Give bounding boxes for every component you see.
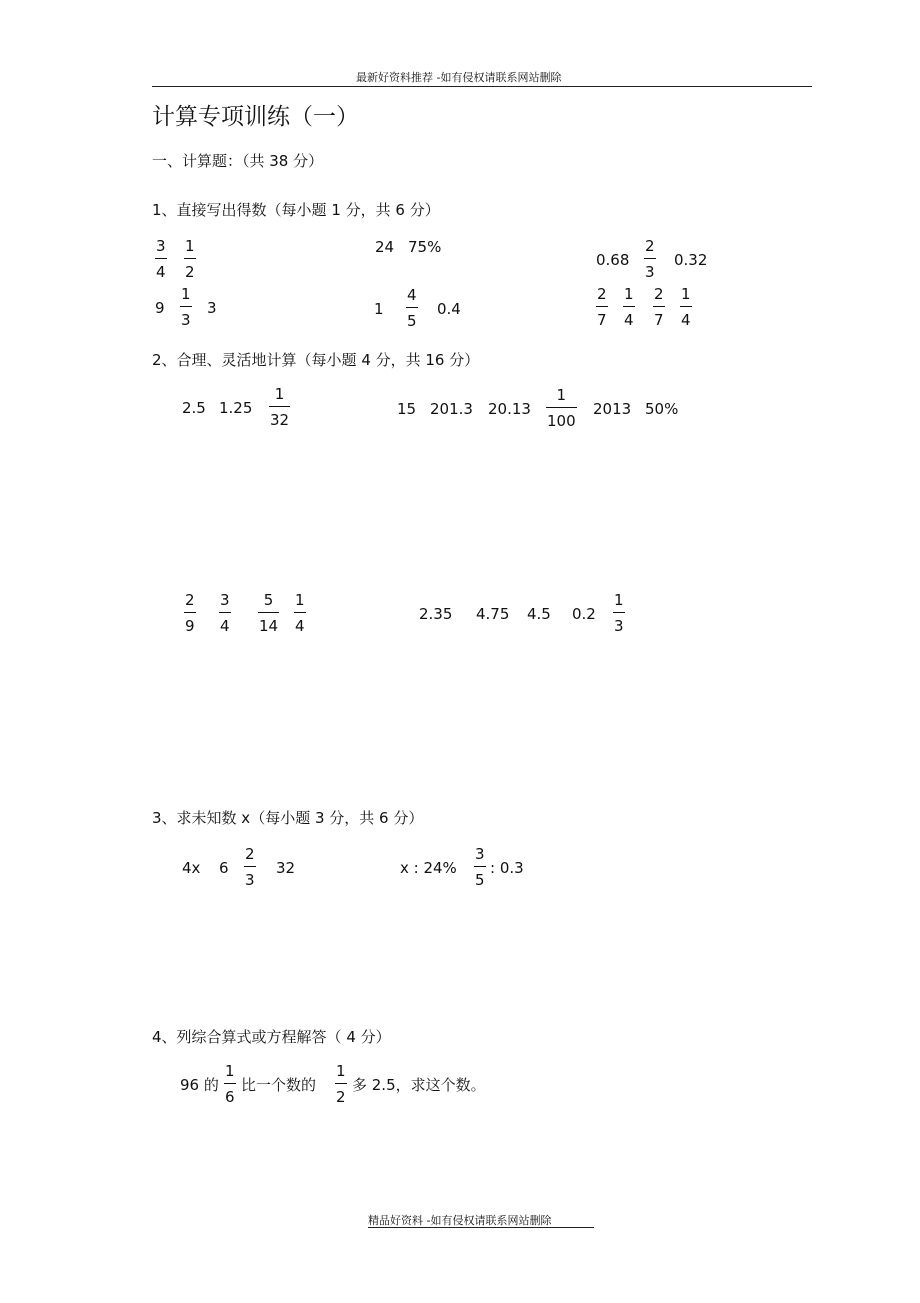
- page-title: 计算专项训练（一）: [152, 104, 359, 130]
- number: 20.13: [488, 400, 531, 418]
- number: 15: [397, 400, 417, 418]
- number: 201.3: [430, 400, 473, 418]
- fraction: 1 4: [295, 591, 305, 635]
- number: 0.4: [437, 300, 461, 318]
- page-header: 最新好资料推荐 -如有侵权请联系网站删除: [356, 71, 562, 84]
- number: 4x: [182, 859, 201, 877]
- fraction: 2 3: [645, 237, 655, 281]
- page-footer: 精品好资料 -如有侵权请联系网站删除: [368, 1214, 552, 1227]
- number: 32: [276, 859, 296, 877]
- number: 24: [375, 238, 395, 256]
- number: 1: [374, 300, 384, 318]
- problem-text: 比一个数的: [241, 1076, 317, 1094]
- fraction: 2 7: [654, 285, 664, 329]
- number: 6: [219, 859, 229, 877]
- fraction: 1 3: [181, 285, 191, 329]
- fraction: 2 9: [185, 591, 195, 635]
- number: 1.25: [219, 399, 253, 417]
- fraction: 3 4: [220, 591, 230, 635]
- number: 9: [155, 299, 165, 317]
- number: 4.75: [476, 605, 510, 623]
- problem-text: 多 2.5，求这个数。: [352, 1076, 486, 1094]
- fraction: 2 7: [597, 285, 607, 329]
- fraction: 2 3: [245, 845, 255, 889]
- fraction: 1 2: [336, 1062, 346, 1106]
- number: 2013: [593, 400, 632, 418]
- number: 0.2: [572, 605, 596, 623]
- number: 0.32: [674, 251, 708, 269]
- question-4-heading: 4、列综合算式或方程解答（ 4 分）: [152, 1028, 391, 1046]
- fraction: 5 14: [259, 591, 279, 635]
- number: 50%: [645, 400, 679, 418]
- fraction: 4 5: [407, 286, 417, 330]
- number: 2.5: [182, 399, 206, 417]
- fraction: 1 3: [614, 591, 624, 635]
- section-heading: 一、计算题：（共 38 分）: [152, 152, 324, 170]
- number: 4.5: [527, 605, 551, 623]
- equation-text: : 0.3: [490, 859, 524, 877]
- header-rule: [152, 86, 812, 87]
- fraction: 1 4: [681, 285, 691, 329]
- fraction: 1 100: [547, 386, 576, 430]
- number: 0.68: [596, 251, 630, 269]
- problem-text: 96 的: [180, 1076, 219, 1094]
- question-3-heading: 3、求未知数 x（每小题 3 分，共 6 分）: [152, 809, 424, 827]
- number: 3: [207, 299, 217, 317]
- fraction: 3 5: [475, 845, 485, 889]
- fraction: 3 4: [156, 237, 166, 281]
- fraction: 1 6: [225, 1062, 235, 1106]
- fraction: 1 32: [270, 385, 290, 429]
- fraction: 1 2: [185, 237, 195, 281]
- number: 2.35: [419, 605, 453, 623]
- question-2-heading: 2、合理、灵活地计算（每小题 4 分，共 16 分）: [152, 351, 480, 369]
- footer-underline: [368, 1227, 594, 1228]
- equation-text: x : 24%: [400, 859, 457, 877]
- fraction: 1 4: [624, 285, 634, 329]
- question-1-heading: 1、直接写出得数（每小题 1 分，共 6 分）: [152, 201, 440, 219]
- number: 75%: [408, 238, 442, 256]
